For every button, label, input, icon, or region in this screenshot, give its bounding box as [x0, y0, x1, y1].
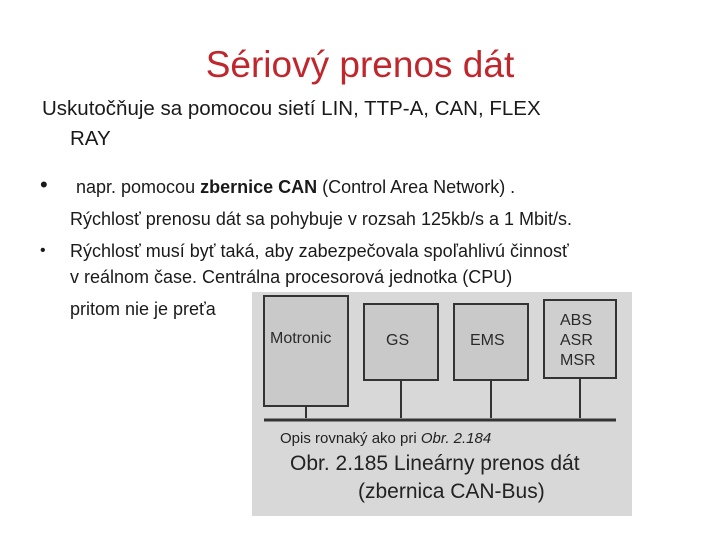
label-motronic: Motronic	[270, 330, 332, 347]
figure-number: Obr. 2.185	[290, 452, 389, 475]
bullet-1-line-1	[42, 174, 720, 200]
figure-reference-text: Opis rovnaký ako pri	[280, 430, 421, 447]
intro-line-1: Uskutočňuje sa pomocou sietí LIN, TTP-A, CAN, FLEX	[42, 97, 541, 120]
bullet-1-pre: napr. pomocou	[76, 177, 201, 197]
bullet-1-post: (Control Area Network) .	[317, 177, 516, 197]
slide-title: Sériový prenos dát	[205, 44, 515, 85]
bullet-1-line-2: Rýchlosť prenosu dát sa pohybuje v rozsah 125kb/s a 1 Mbit/s.	[70, 209, 573, 229]
can-bus-figure	[252, 292, 632, 516]
bullet-2-line-1: Rýchlosť musí byť taká, aby zabezpečovala spoľahlivú činnosť	[70, 241, 569, 261]
bullet-1-bold: zbernice CAN	[200, 177, 318, 197]
bullet-2-line-2: v reálnom čase. Centrálna procesorová jednotka (CPU)	[70, 267, 513, 287]
intro-line-2: RAY	[70, 127, 111, 150]
label-ems: EMS	[470, 332, 505, 349]
figure-caption-title: Lineárny prenos dát	[393, 452, 580, 475]
bullet-dot-icon: •	[40, 242, 46, 259]
figure-reference-number: Obr. 2.184	[420, 430, 492, 447]
label-abs: ABS	[560, 312, 593, 329]
figure-caption	[290, 452, 580, 476]
intro-text	[42, 94, 682, 154]
box-motronic	[264, 296, 348, 406]
figure-subcaption: (zbernica CAN-Bus)	[358, 480, 545, 503]
bullet-dot-icon: •	[40, 172, 48, 197]
label-msr: MSR	[560, 352, 596, 369]
bullet-2-line-3: pritom nie je preťa	[70, 299, 216, 319]
figure-reference	[280, 430, 491, 447]
bullet-1	[42, 174, 720, 232]
label-asr: ASR	[560, 332, 593, 349]
label-gs: GS	[386, 332, 410, 349]
